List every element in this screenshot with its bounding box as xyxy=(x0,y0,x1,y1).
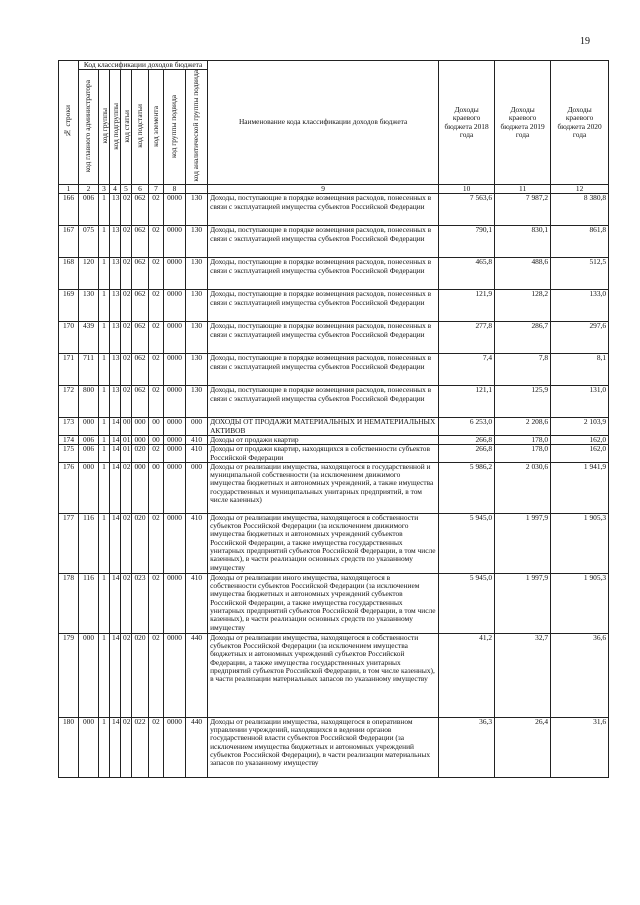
cell-sub: 13 xyxy=(110,258,121,290)
cell-an: 000 xyxy=(186,418,208,436)
cell-grp: 1 xyxy=(99,194,110,226)
cell-pv: 0000 xyxy=(164,322,186,354)
cell-v20: 31,6 xyxy=(551,717,609,777)
cell-adm: 439 xyxy=(79,322,99,354)
cell-sub: 14 xyxy=(110,717,121,777)
cell-subart: 000 xyxy=(132,436,149,445)
cell-v19: 286,7 xyxy=(495,322,551,354)
col-num: 7 xyxy=(149,185,164,194)
cell-art: 02 xyxy=(121,258,132,290)
col-num: 11 xyxy=(495,185,551,194)
cell-name: Доходы от реализации иного имущества, находящегося в собственности субъектов Российской Федерации (за исключением имущества бюджетных и автономных учреждений субъектов Российской Федерации, а также имущества государственных унитарных предприятий субъектов Российской Федерации, в том числе казенных), в части реализации основных средств по указанному имуществу xyxy=(208,573,439,633)
table-row xyxy=(59,354,609,386)
cell-subart: 000 xyxy=(132,462,149,513)
cell-name: Доходы, поступающие в порядке возмещения расходов, понесенных в связи с эксплуатацией имущества субъектов Российской Федерации xyxy=(208,386,439,418)
page-number: 19 xyxy=(580,36,590,47)
table-row xyxy=(59,445,609,463)
header-name: Наименование кода классификации доходов бюджета xyxy=(208,61,439,185)
header-code-an: код аналитической группы подвида xyxy=(186,70,208,185)
cell-sub: 14 xyxy=(110,445,121,463)
cell-sub: 14 xyxy=(110,436,121,445)
cell-name: ДОХОДЫ ОТ ПРОДАЖИ МАТЕРИАЛЬНЫХ И НЕМАТЕРИАЛЬНЫХ АКТИВОВ xyxy=(208,418,439,436)
cell-pv: 0000 xyxy=(164,633,186,717)
cell-v19: 488,6 xyxy=(495,258,551,290)
cell-v19: 32,7 xyxy=(495,633,551,717)
header-2020: Доходы краевого бюджета 2020 года xyxy=(551,61,609,185)
cell-art: 00 xyxy=(121,418,132,436)
cell-grp: 1 xyxy=(99,290,110,322)
cell-v19: 1 997,9 xyxy=(495,573,551,633)
cell-subart: 062 xyxy=(132,290,149,322)
cell-name: Доходы от продажи квартир, находящихся в собственности субъектов Российской Федерации xyxy=(208,445,439,463)
cell-n: 180 xyxy=(59,717,79,777)
cell-sub: 13 xyxy=(110,322,121,354)
table-row xyxy=(59,290,609,322)
cell-sub: 14 xyxy=(110,418,121,436)
cell-v20: 1 941,9 xyxy=(551,462,609,513)
cell-n: 176 xyxy=(59,462,79,513)
cell-el: 02 xyxy=(149,290,164,322)
cell-sub: 13 xyxy=(110,290,121,322)
cell-v20: 861,8 xyxy=(551,226,609,258)
cell-subart: 062 xyxy=(132,354,149,386)
cell-name: Доходы от реализации имущества, находящегося в оперативном управлении учреждений, находящихся в ведении органов государственной власти субъектов Российской Федерации (за исключением имущества бюджетных и автономных учреждений субъектов Российской Федерации), в части реализации материальных запасов по указанному имуществу xyxy=(208,717,439,777)
cell-name: Доходы, поступающие в порядке возмещения расходов, понесенных в связи с эксплуатацией имущества субъектов Российской Федерации xyxy=(208,194,439,226)
col-num: 10 xyxy=(439,185,495,194)
cell-art: 02 xyxy=(121,386,132,418)
cell-v18: 41,2 xyxy=(439,633,495,717)
cell-name: Доходы, поступающие в порядке возмещения расходов, понесенных в связи с эксплуатацией имущества субъектов Российской Федерации xyxy=(208,226,439,258)
table-row xyxy=(59,418,609,436)
cell-adm: 130 xyxy=(79,290,99,322)
cell-pv: 0000 xyxy=(164,194,186,226)
cell-n: 178 xyxy=(59,573,79,633)
cell-v20: 162,0 xyxy=(551,436,609,445)
cell-an: 130 xyxy=(186,386,208,418)
table-row xyxy=(59,436,609,445)
cell-v19: 178,0 xyxy=(495,436,551,445)
cell-adm: 075 xyxy=(79,226,99,258)
cell-n: 169 xyxy=(59,290,79,322)
header-code-grp: код группы xyxy=(99,70,110,185)
cell-subart: 022 xyxy=(132,717,149,777)
cell-v19: 1 997,9 xyxy=(495,513,551,573)
col-num: 3 xyxy=(99,185,110,194)
cell-n: 170 xyxy=(59,322,79,354)
cell-grp: 1 xyxy=(99,445,110,463)
cell-pv: 0000 xyxy=(164,573,186,633)
cell-v19: 26,4 xyxy=(495,717,551,777)
table-row xyxy=(59,717,609,777)
cell-el: 00 xyxy=(149,418,164,436)
cell-v18: 121,1 xyxy=(439,386,495,418)
cell-v19: 178,0 xyxy=(495,445,551,463)
cell-adm: 120 xyxy=(79,258,99,290)
cell-sub: 14 xyxy=(110,513,121,573)
cell-v18: 5 945,0 xyxy=(439,513,495,573)
cell-adm: 006 xyxy=(79,194,99,226)
table-row xyxy=(59,226,609,258)
cell-subart: 062 xyxy=(132,386,149,418)
cell-sub: 13 xyxy=(110,226,121,258)
cell-el: 02 xyxy=(149,226,164,258)
cell-sub: 14 xyxy=(110,633,121,717)
cell-an: 410 xyxy=(186,513,208,573)
cell-v19: 125,9 xyxy=(495,386,551,418)
cell-adm: 116 xyxy=(79,513,99,573)
col-num: 6 xyxy=(132,185,149,194)
cell-pv: 0000 xyxy=(164,445,186,463)
cell-v18: 266,8 xyxy=(439,436,495,445)
cell-el: 02 xyxy=(149,573,164,633)
cell-n: 175 xyxy=(59,445,79,463)
cell-subart: 062 xyxy=(132,226,149,258)
cell-name: Доходы от продажи квартир xyxy=(208,436,439,445)
cell-v20: 1 905,3 xyxy=(551,573,609,633)
cell-an: 130 xyxy=(186,322,208,354)
cell-art: 02 xyxy=(121,462,132,513)
cell-v20: 8 380,8 xyxy=(551,194,609,226)
cell-adm: 000 xyxy=(79,717,99,777)
cell-art: 02 xyxy=(121,290,132,322)
cell-n: 174 xyxy=(59,436,79,445)
cell-n: 171 xyxy=(59,354,79,386)
cell-art: 02 xyxy=(121,354,132,386)
cell-n: 167 xyxy=(59,226,79,258)
cell-grp: 1 xyxy=(99,418,110,436)
cell-el: 02 xyxy=(149,513,164,573)
cell-el: 02 xyxy=(149,717,164,777)
col-num: 5 xyxy=(121,185,132,194)
header-code-el: код элемента xyxy=(149,70,164,185)
cell-v18: 277,8 xyxy=(439,322,495,354)
cell-art: 02 xyxy=(121,633,132,717)
cell-pv: 0000 xyxy=(164,226,186,258)
cell-v18: 5 945,0 xyxy=(439,573,495,633)
cell-subart: 062 xyxy=(132,258,149,290)
cell-name: Доходы, поступающие в порядке возмещения расходов, понесенных в связи с эксплуатацией имущества субъектов Российской Федерации xyxy=(208,322,439,354)
table-row xyxy=(59,258,609,290)
col-num: 4 xyxy=(110,185,121,194)
cell-n: 177 xyxy=(59,513,79,573)
column-numbers-row xyxy=(59,185,609,194)
table-row xyxy=(59,513,609,573)
col-num: 1 xyxy=(59,185,79,194)
cell-an: 130 xyxy=(186,258,208,290)
cell-an: 410 xyxy=(186,573,208,633)
cell-v18: 121,9 xyxy=(439,290,495,322)
cell-v18: 5 986,2 xyxy=(439,462,495,513)
col-num: 2 xyxy=(79,185,99,194)
cell-v19: 128,2 xyxy=(495,290,551,322)
cell-v20: 36,6 xyxy=(551,633,609,717)
cell-el: 02 xyxy=(149,258,164,290)
cell-an: 130 xyxy=(186,354,208,386)
cell-pv: 0000 xyxy=(164,436,186,445)
col-num: 9 xyxy=(208,185,439,194)
col-num: 12 xyxy=(551,185,609,194)
cell-v20: 162,0 xyxy=(551,445,609,463)
header-code-subart: код подстатьи xyxy=(132,70,149,185)
cell-grp: 1 xyxy=(99,462,110,513)
cell-v18: 266,8 xyxy=(439,445,495,463)
cell-grp: 1 xyxy=(99,573,110,633)
cell-n: 179 xyxy=(59,633,79,717)
income-table xyxy=(58,60,609,778)
cell-pv: 0000 xyxy=(164,354,186,386)
cell-v20: 8,1 xyxy=(551,354,609,386)
cell-grp: 1 xyxy=(99,258,110,290)
header-code-sub: код подгруппы xyxy=(110,70,121,185)
cell-grp: 1 xyxy=(99,322,110,354)
table-row xyxy=(59,462,609,513)
cell-v19: 7 987,2 xyxy=(495,194,551,226)
cell-adm: 800 xyxy=(79,386,99,418)
header-2018: Доходы краевого бюджета 2018 года xyxy=(439,61,495,185)
cell-name: Доходы, поступающие в порядке возмещения расходов, понесенных в связи с эксплуатацией имущества субъектов Российской Федерации xyxy=(208,258,439,290)
cell-pv: 0000 xyxy=(164,290,186,322)
cell-name: Доходы от реализации имущества, находящегося в собственности субъектов Российской Федерации (за исключением движимого имущества бюджетных и автономных учреждений субъектов Российской Федерации, а также имущества государственных унитарных предприятий субъектов Российской Федерации, в том числе казенных), в части реализации основных средств по указанному имуществу xyxy=(208,513,439,573)
cell-v18: 36,3 xyxy=(439,717,495,777)
cell-v20: 512,5 xyxy=(551,258,609,290)
cell-adm: 006 xyxy=(79,436,99,445)
cell-adm: 711 xyxy=(79,354,99,386)
cell-adm: 000 xyxy=(79,418,99,436)
cell-name: Доходы, поступающие в порядке возмещения расходов, понесенных в связи с эксплуатацией имущества субъектов Российской Федерации xyxy=(208,290,439,322)
cell-art: 02 xyxy=(121,226,132,258)
header-code-adm: код главного администратора xyxy=(79,70,99,185)
cell-subart: 000 xyxy=(132,418,149,436)
cell-v19: 7,8 xyxy=(495,354,551,386)
cell-grp: 1 xyxy=(99,386,110,418)
cell-el: 02 xyxy=(149,354,164,386)
cell-el: 02 xyxy=(149,633,164,717)
cell-art: 01 xyxy=(121,445,132,463)
cell-n: 168 xyxy=(59,258,79,290)
cell-subart: 020 xyxy=(132,513,149,573)
cell-an: 410 xyxy=(186,445,208,463)
cell-art: 02 xyxy=(121,573,132,633)
cell-an: 130 xyxy=(186,290,208,322)
col-num: 8 xyxy=(164,185,186,194)
header-code-group: Код классификации доходов бюджета xyxy=(79,61,208,70)
cell-sub: 13 xyxy=(110,354,121,386)
cell-an: 410 xyxy=(186,436,208,445)
cell-adm: 000 xyxy=(79,462,99,513)
cell-an: 000 xyxy=(186,462,208,513)
cell-v18: 790,1 xyxy=(439,226,495,258)
cell-grp: 1 xyxy=(99,513,110,573)
cell-name: Доходы от реализации имущества, находящегося в государственной и муниципальной собственности (за исключением движимого имущества бюджетных и автономных учреждений, а также имущества государственных и муниципальных унитарных предприятий, в том числе казенных) xyxy=(208,462,439,513)
table-row xyxy=(59,633,609,717)
cell-pv: 0000 xyxy=(164,462,186,513)
cell-pv: 0000 xyxy=(164,258,186,290)
cell-v20: 297,6 xyxy=(551,322,609,354)
cell-v20: 133,0 xyxy=(551,290,609,322)
cell-adm: 000 xyxy=(79,633,99,717)
cell-grp: 1 xyxy=(99,226,110,258)
header-code-pv: код группы подвида xyxy=(164,70,186,185)
cell-grp: 1 xyxy=(99,436,110,445)
cell-grp: 1 xyxy=(99,354,110,386)
table-row xyxy=(59,573,609,633)
cell-el: 00 xyxy=(149,462,164,513)
cell-subart: 020 xyxy=(132,633,149,717)
cell-v20: 131,0 xyxy=(551,386,609,418)
cell-an: 440 xyxy=(186,633,208,717)
table-row xyxy=(59,194,609,226)
cell-v20: 1 905,3 xyxy=(551,513,609,573)
cell-an: 130 xyxy=(186,194,208,226)
cell-v20: 2 103,9 xyxy=(551,418,609,436)
cell-el: 02 xyxy=(149,445,164,463)
cell-subart: 062 xyxy=(132,194,149,226)
cell-pv: 0000 xyxy=(164,386,186,418)
header-code-art: код статьи xyxy=(121,70,132,185)
cell-el: 02 xyxy=(149,386,164,418)
cell-n: 166 xyxy=(59,194,79,226)
cell-el: 00 xyxy=(149,436,164,445)
cell-art: 01 xyxy=(121,436,132,445)
cell-sub: 14 xyxy=(110,573,121,633)
table-row xyxy=(59,386,609,418)
cell-art: 02 xyxy=(121,322,132,354)
cell-art: 02 xyxy=(121,194,132,226)
cell-pv: 0000 xyxy=(164,717,186,777)
cell-adm: 006 xyxy=(79,445,99,463)
table-row xyxy=(59,322,609,354)
cell-subart: 023 xyxy=(132,573,149,633)
cell-art: 02 xyxy=(121,717,132,777)
cell-name: Доходы, поступающие в порядке возмещения расходов, понесенных в связи с эксплуатацией имущества субъектов Российской Федерации xyxy=(208,354,439,386)
cell-v19: 830,1 xyxy=(495,226,551,258)
cell-v18: 465,8 xyxy=(439,258,495,290)
cell-subart: 062 xyxy=(132,322,149,354)
cell-n: 173 xyxy=(59,418,79,436)
cell-sub: 14 xyxy=(110,462,121,513)
cell-an: 440 xyxy=(186,717,208,777)
cell-grp: 1 xyxy=(99,717,110,777)
header-2019: Доходы краевого бюджета 2019 года xyxy=(495,61,551,185)
cell-n: 172 xyxy=(59,386,79,418)
cell-adm: 116 xyxy=(79,573,99,633)
cell-v18: 6 253,0 xyxy=(439,418,495,436)
cell-name: Доходы от реализации имущества, находящегося в собственности субъектов Российской Федерации (за исключением имущества бюджетных и автономных учреждений субъектов Российской Федерации, а также имущества государственных унитарных предприятий субъектов Российской Федерации, в том числе казенных), в части реализации материальных запасов по указанному имуществу xyxy=(208,633,439,717)
cell-subart: 020 xyxy=(132,445,149,463)
cell-sub: 13 xyxy=(110,386,121,418)
cell-v19: 2 208,6 xyxy=(495,418,551,436)
cell-pv: 0000 xyxy=(164,418,186,436)
cell-el: 02 xyxy=(149,194,164,226)
cell-art: 02 xyxy=(121,513,132,573)
cell-el: 02 xyxy=(149,322,164,354)
cell-grp: 1 xyxy=(99,633,110,717)
cell-v18: 7 563,6 xyxy=(439,194,495,226)
cell-an: 130 xyxy=(186,226,208,258)
cell-pv: 0000 xyxy=(164,513,186,573)
cell-sub: 13 xyxy=(110,194,121,226)
header-row-no: № строки xyxy=(59,61,79,185)
cell-v19: 2 030,6 xyxy=(495,462,551,513)
cell-v18: 7,4 xyxy=(439,354,495,386)
